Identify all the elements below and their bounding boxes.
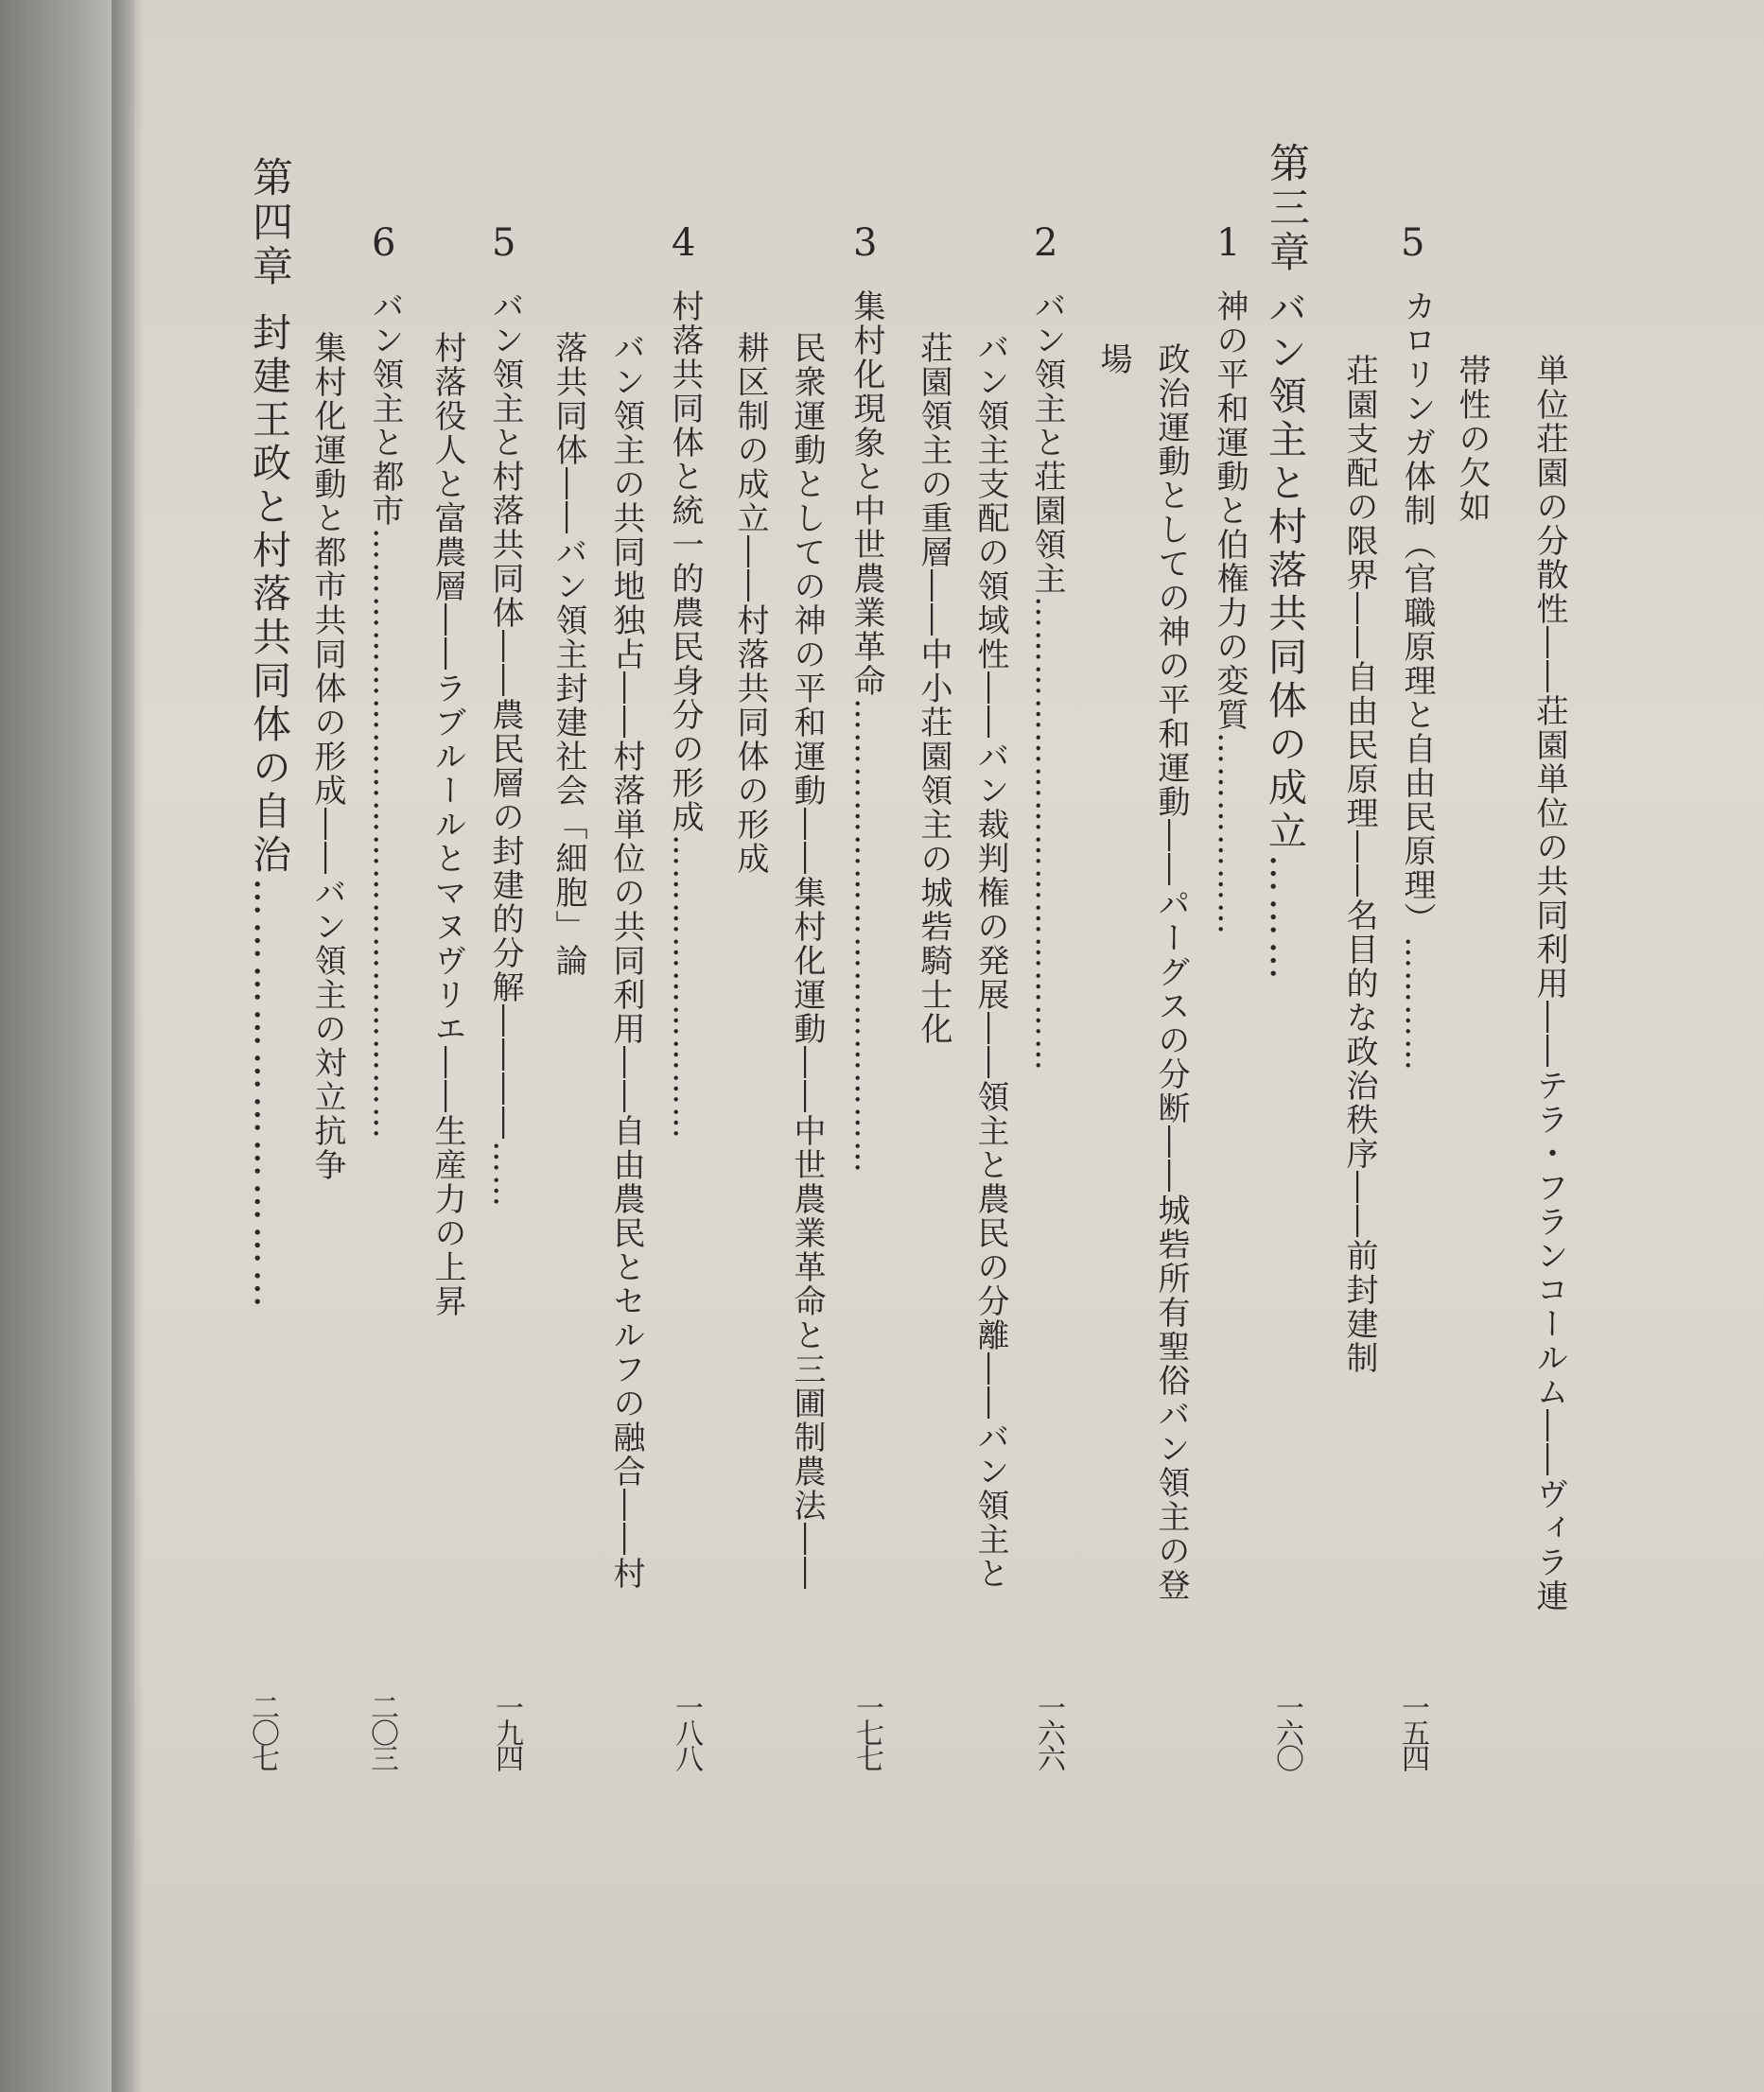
chapter-label: 第三章 bbox=[1263, 142, 1310, 275]
page-number: 一七七 bbox=[850, 1693, 883, 1769]
toc-subtopics: 単位荘園の分散性――荘園単位の共同利用――テラ・フランコールム――ヴィラ連 bbox=[1530, 354, 1568, 1613]
page-number: 一五四 bbox=[1396, 1693, 1429, 1769]
chapter-label: 第四章 bbox=[246, 156, 293, 289]
toc-subtopics: 荘園支配の限界――自由民原理――名目的な政治秩序――前封建制 bbox=[1340, 354, 1378, 1375]
section-number: 2 bbox=[1034, 221, 1058, 265]
toc-subtopics: バン領主の共同地独占――村落単位の共同利用――自由農民とセルフの融合――村 bbox=[607, 331, 645, 1591]
toc-subtopics: 集村化運動と都市共同体の形成――バン領主の対立抗争 bbox=[308, 331, 346, 1182]
page-number: 一九四 bbox=[490, 1693, 523, 1769]
toc-section-title[interactable]: 集村化現象と中世農業革命…………………………………… bbox=[847, 289, 885, 1175]
toc-subtopics: 場 bbox=[1094, 342, 1132, 376]
page-number: 一六〇 bbox=[1270, 1693, 1303, 1769]
toc-subtopics: バン領主支配の領域性――バン裁判権の発展――領主と農民の分離――バン領主と bbox=[971, 331, 1009, 1591]
toc-subtopics: 荘園領主の重層――中小荘園領主の城砦騎士化 bbox=[915, 331, 952, 1046]
toc-section-title[interactable]: カロリンガ体制（官職原理と自由民原理）………… bbox=[1398, 289, 1436, 1072]
page-gutter-shadow bbox=[112, 0, 144, 2092]
page-number: 一八八 bbox=[670, 1693, 703, 1769]
toc-section-title[interactable]: 神の平和運動と伯権力の変質……………… bbox=[1211, 289, 1249, 936]
chapter-title[interactable]: 封建王政と村落共同体の自治………………………… bbox=[246, 312, 291, 1313]
section-number: 5 bbox=[492, 221, 516, 265]
page-number: 二〇七 bbox=[246, 1693, 279, 1769]
toc-section-title[interactable]: 村落共同体と統一的農民身分の形成……………………… bbox=[666, 289, 704, 1141]
page-number: 二〇三 bbox=[365, 1693, 398, 1769]
toc-section-title[interactable]: バン領主と荘園領主…………………………………… bbox=[1028, 289, 1066, 1072]
chapter-title[interactable]: バン領主と村落共同体の成立……… bbox=[1262, 288, 1307, 985]
toc-subtopics: 民衆運動としての神の平和運動――集村化運動――中世農業革命と三圃制農法―― bbox=[788, 331, 826, 1591]
toc-subtopics: 村落役人と富農層――ラブルールとマヌヴリエ――生産力の上昇 bbox=[428, 331, 466, 1318]
section-number: 5 bbox=[1401, 221, 1425, 265]
section-number: 1 bbox=[1216, 221, 1241, 265]
toc-subtopics: 政治運動としての神の平和運動――パーグスの分断――城砦所有聖俗バン領主の登 bbox=[1152, 342, 1190, 1602]
toc-subtopics: 帯性の欠如 bbox=[1453, 354, 1491, 524]
toc-section-title[interactable]: バン領主と村落共同体――農民層の封建的分解――――…… bbox=[486, 289, 524, 1209]
toc-subtopics: 耕区制の成立――村落共同体の形成 bbox=[731, 331, 769, 876]
section-number: 4 bbox=[672, 221, 696, 265]
toc-subtopics: 落共同体――バン領主封建社会「細胞」論 bbox=[550, 331, 587, 978]
page-number: 一六六 bbox=[1032, 1693, 1065, 1769]
section-number: 6 bbox=[372, 221, 396, 265]
section-number: 3 bbox=[853, 221, 878, 265]
toc-section-title[interactable]: バン領主と都市……………………………………………… bbox=[366, 289, 404, 1141]
